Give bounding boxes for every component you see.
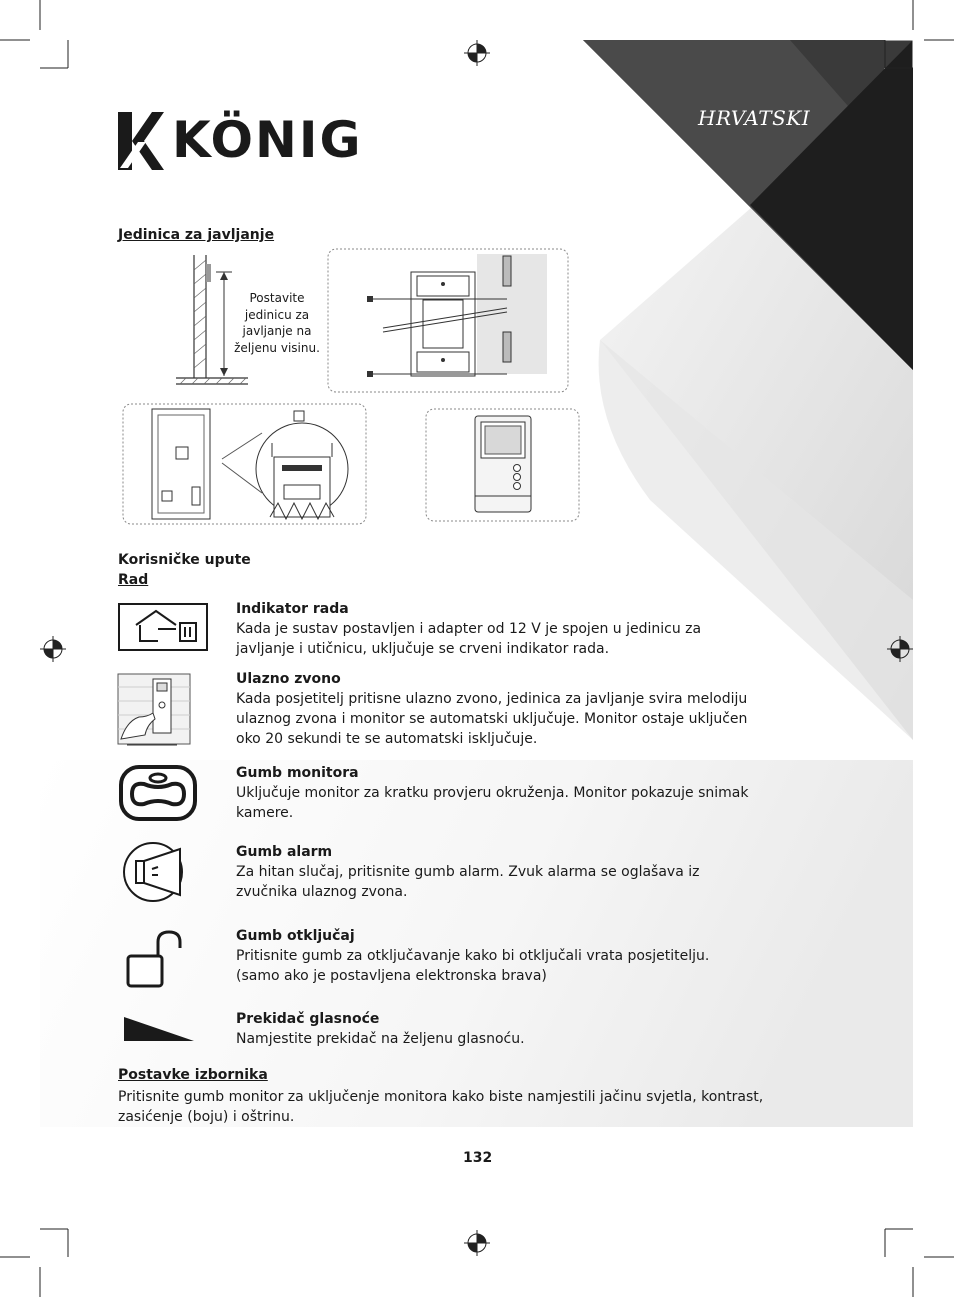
height-caption: Postavite jedinicu za javljanje na željenu visinu.	[234, 291, 320, 355]
doorbell-icon	[117, 673, 191, 747]
power-indicator-icon	[118, 603, 208, 651]
section-heading-intercom: Jedinica za javljanje	[118, 227, 275, 243]
item-text-power-indicator: Kada je sustav postavljen i adapter od 12 V je spojen u jedinicu za javljanje i utičnicu, uključuje se crveni indikator rada.	[236, 621, 702, 657]
section-heading-menu-settings: Postavke izbornika	[118, 1067, 268, 1083]
item-text-alarm: Za hitan slučaj, pritisnite gumb alarm. Zvuk alarma se oglašava iz zvučnika ulaznog zvona.	[236, 864, 700, 900]
language-label: HRVATSKI	[698, 106, 811, 130]
item-text-monitor-button: Uključuje monitor za kratku provjeru okruženja. Monitor pokazuje snimak kamere.	[236, 785, 749, 821]
unit-back-diagram	[122, 403, 367, 526]
item-title-doorbell: Ulazno zvono	[236, 671, 341, 687]
brand-logo-text: KÖNIG	[172, 111, 363, 169]
bracket-mounting-diagram	[327, 248, 570, 394]
item-title-volume: Prekidač glasnoće	[236, 1011, 380, 1027]
menu-settings-text: Pritisnite gumb monitor za uključenje monitora kako biste namjestili jačinu svjetla, kontrast, zasićenje (boju) i oštrinu.	[118, 1089, 764, 1125]
item-title-power-indicator: Indikator rada	[236, 601, 349, 617]
item-title-alarm: Gumb alarm	[236, 844, 333, 860]
konig-logo-icon	[118, 112, 164, 170]
alarm-horn-icon	[122, 841, 190, 903]
item-text-doorbell: Kada posjetitelj pritisne ulazno zvono, jedinica za javljanje svira melodiju ulaznog zvona i monitor se automatski uključuje. Monitor ostaje uključen oko 20 sekundi te se automatski isključuje.	[236, 691, 748, 747]
item-text-unlock: Pritisnite gumb za otključavanje kako bi otključali vrata posjetitelju. (samo ako je postavljena elektronska brava)	[236, 948, 710, 984]
item-title-unlock: Gumb otključaj	[236, 928, 355, 944]
subheading-operation: Rad	[118, 572, 149, 588]
page-number: 132	[463, 1150, 493, 1166]
monitor-button-icon	[118, 764, 198, 822]
item-title-monitor-button: Gumb monitora	[236, 765, 359, 781]
volume-wedge-icon	[124, 1015, 196, 1043]
unlock-icon	[124, 928, 186, 990]
section-heading-user-instructions: Korisničke upute	[118, 552, 251, 568]
unit-front-diagram	[425, 408, 580, 522]
item-text-volume: Namjestite prekidač na željenu glasnoću.	[236, 1031, 525, 1047]
